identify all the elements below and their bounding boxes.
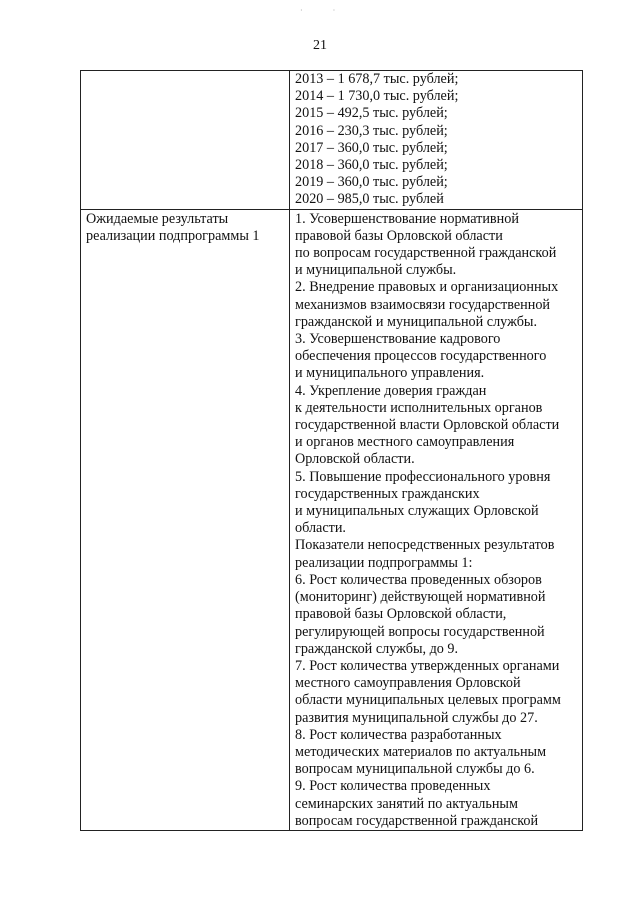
- results-line: 5. Повышение профессионального уровня: [295, 468, 551, 485]
- results-line: механизмов взаимосвязи государственной: [295, 296, 551, 313]
- results-line: развития муниципальной службы до 27.: [295, 709, 538, 726]
- results-line: и муниципальной службы.: [295, 262, 457, 279]
- funding-line: 2019 – 360,0 тыс. рублей;: [295, 174, 448, 191]
- results-line: обеспечения процессов государственного: [295, 348, 547, 365]
- table-row-expected-results: [81, 209, 583, 830]
- results-line: к деятельности исполнительных органов: [295, 399, 543, 416]
- results-line: правовой базы Орловской области: [295, 227, 503, 244]
- table-row-funding: [81, 71, 583, 210]
- results-line: гражданской службы, до 9.: [295, 640, 459, 657]
- results-line: области муниципальных целевых программ: [295, 692, 561, 709]
- results-line: Показатели непосредственных результатов: [295, 537, 555, 554]
- results-line: по вопросам государственной гражданской: [295, 245, 557, 262]
- results-line: 8. Рост количества разработанных: [295, 726, 502, 743]
- funding-line: 2020 – 985,0 тыс. рублей: [295, 191, 444, 208]
- results-line: 1. Усовершенствование нормативной: [295, 210, 519, 227]
- results-line: 2. Внедрение правовых и организационных: [295, 279, 559, 296]
- funding-lines: [295, 71, 578, 209]
- funding-line: 2016 – 230,3 тыс. рублей;: [295, 122, 448, 139]
- results-line: Орловской области.: [295, 451, 415, 468]
- results-label-line: Ожидаемые результаты: [86, 210, 229, 227]
- scan-specks: · ·: [300, 6, 350, 15]
- results-line: семинарских занятий по актуальным: [295, 795, 518, 812]
- results-line: вопросам муниципальной службы до 6.: [295, 761, 535, 778]
- results-line: гражданской и муниципальной службы.: [295, 313, 537, 330]
- results-line: государственных гражданских: [295, 485, 480, 502]
- results-line: 3. Усовершенствование кадрового: [295, 331, 501, 348]
- results-line: и муниципальных служащих Орловской: [295, 503, 539, 520]
- results-line: области.: [295, 520, 346, 537]
- results-line: государственной власти Орловской области: [295, 417, 560, 434]
- results-line: правовой базы Орловской области,: [295, 606, 507, 623]
- results-label-line: реализации подпрограммы 1: [86, 227, 260, 244]
- results-line: методических материалов по актуальным: [295, 743, 547, 760]
- results-text-cell: [290, 209, 583, 830]
- results-line: вопросам государственной гражданской: [295, 812, 539, 829]
- results-label-cell: [81, 209, 290, 830]
- funding-line: 2017 – 360,0 тыс. рублей;: [295, 139, 448, 156]
- funding-line: 2013 – 1 678,7 тыс. рублей;: [295, 71, 459, 87]
- results-line: и органов местного самоуправления: [295, 434, 515, 451]
- results-line: местного самоуправления Орловской: [295, 675, 521, 692]
- funding-line: 2015 – 492,5 тыс. рублей;: [295, 105, 448, 122]
- results-text: [295, 211, 578, 830]
- results-line: 4. Укрепление доверия граждан: [295, 382, 487, 399]
- results-line: 6. Рост количества проведенных обзоров: [295, 571, 542, 588]
- results-label: [86, 211, 285, 245]
- page-number: 21: [313, 38, 327, 53]
- results-line: (мониторинг) действующей нормативной: [295, 589, 546, 606]
- funding-line: 2014 – 1 730,0 тыс. рублей;: [295, 88, 459, 105]
- passport-table: [80, 70, 583, 831]
- funding-line: 2018 – 360,0 тыс. рублей;: [295, 157, 448, 174]
- funding-values-cell: [290, 71, 583, 210]
- results-line: и муниципального управления.: [295, 365, 485, 382]
- results-line: реализации подпрограммы 1:: [295, 554, 473, 571]
- funding-label-cell: [81, 71, 290, 210]
- results-line: 7. Рост количества утвержденных органами: [295, 657, 560, 674]
- results-line: регулирующей вопросы государственной: [295, 623, 545, 640]
- results-line: 9. Рост количества проведенных: [295, 778, 491, 795]
